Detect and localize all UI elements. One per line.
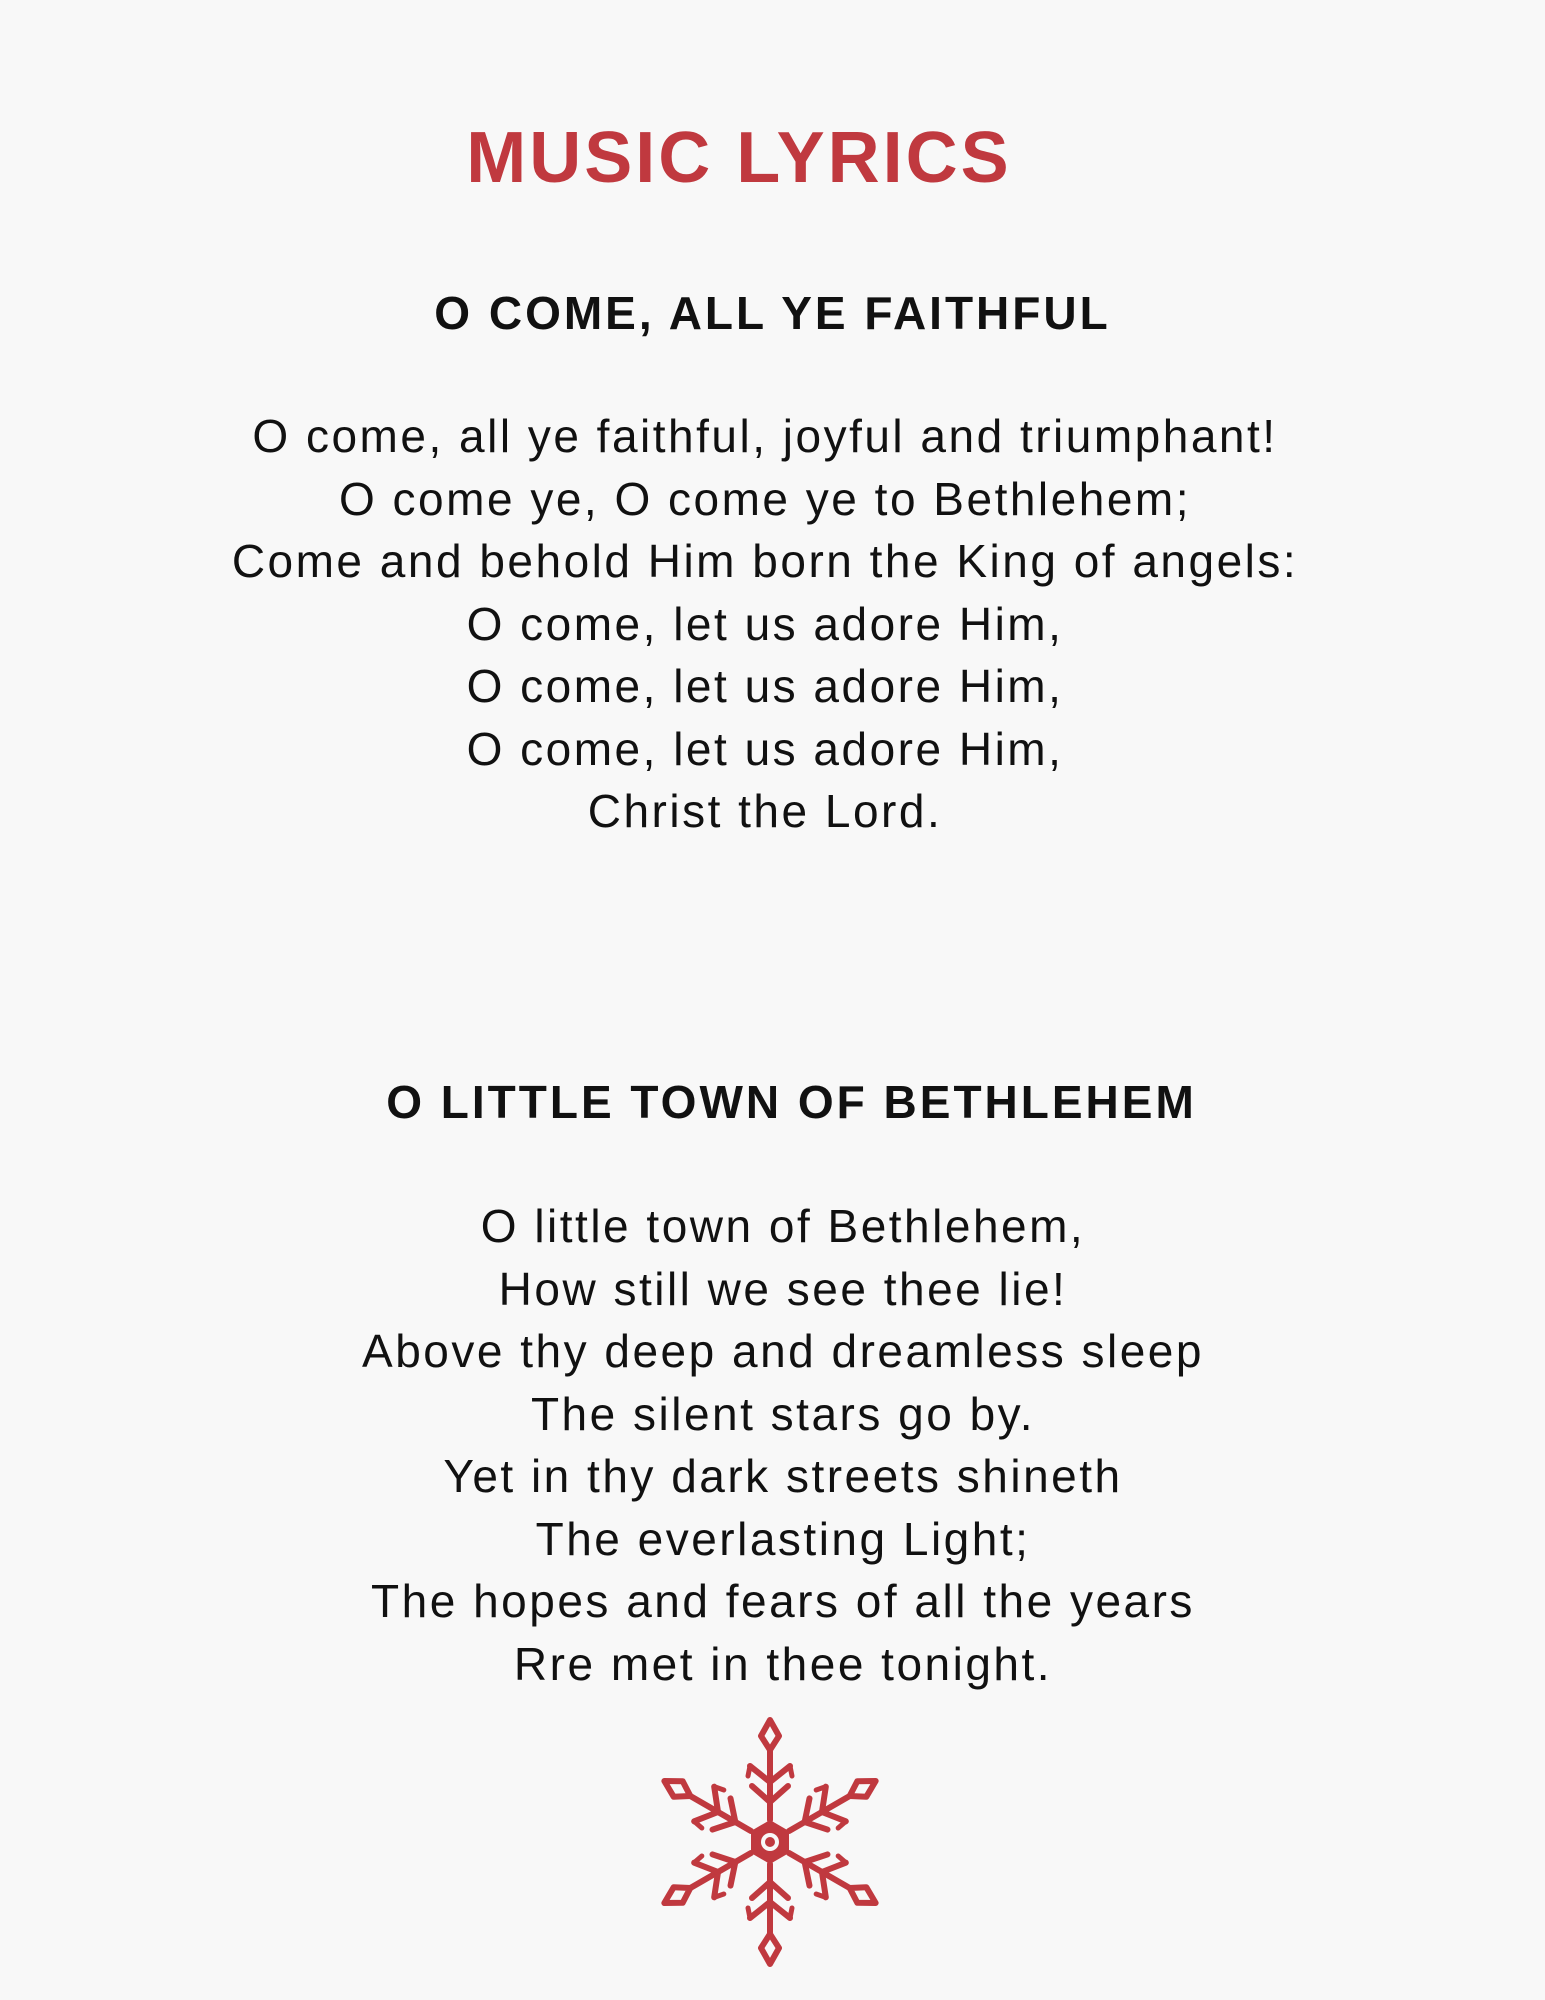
snowflake-icon [640,1712,900,1972]
lyric-line: O little town of Bethlehem, [480,1200,1086,1252]
song-title-o-little-town-of-bethlehem: O LITTLE TOWN OF BETHLEHEM [386,1076,1197,1128]
lyric-line: The everlasting Light; [535,1512,1031,1565]
lyric-line: O come, all ye faithful, joyful and triumphant! [252,410,1278,462]
lyric-line: O come, let us adore Him, [466,722,1064,775]
lyric-line: How still we see thee lie! [498,1262,1068,1315]
lyric-line: O come, let us adore Him, [466,597,1064,650]
lyric-line: O come, let us adore Him, [466,660,1064,712]
lyric-line: The silent stars go by. [530,1387,1036,1440]
song-title-o-come-all-ye-faithful: O COME, ALL YE FAITHFUL [434,287,1111,339]
lyric-line: Rre met in thee tonight. [513,1637,1053,1690]
lyric-line: Come and behold Him born the King of angels: [231,535,1299,587]
lyric-line: The hopes and fears of all the years [371,1575,1195,1627]
lyric-line: Christ the Lord. [587,785,943,837]
lyric-line: Yet in thy dark streets shineth [443,1450,1123,1502]
page-title: MUSIC LYRICS [466,118,1012,198]
lyrics-o-come-all-ye-faithful [0,405,1530,843]
lyrics-o-little-town-of-bethlehem [0,1195,1545,1695]
lyric-line: O come ye, O come ye to Bethlehem; [339,472,1191,525]
lyric-line: Above thy deep and dreamless sleep [362,1325,1204,1377]
